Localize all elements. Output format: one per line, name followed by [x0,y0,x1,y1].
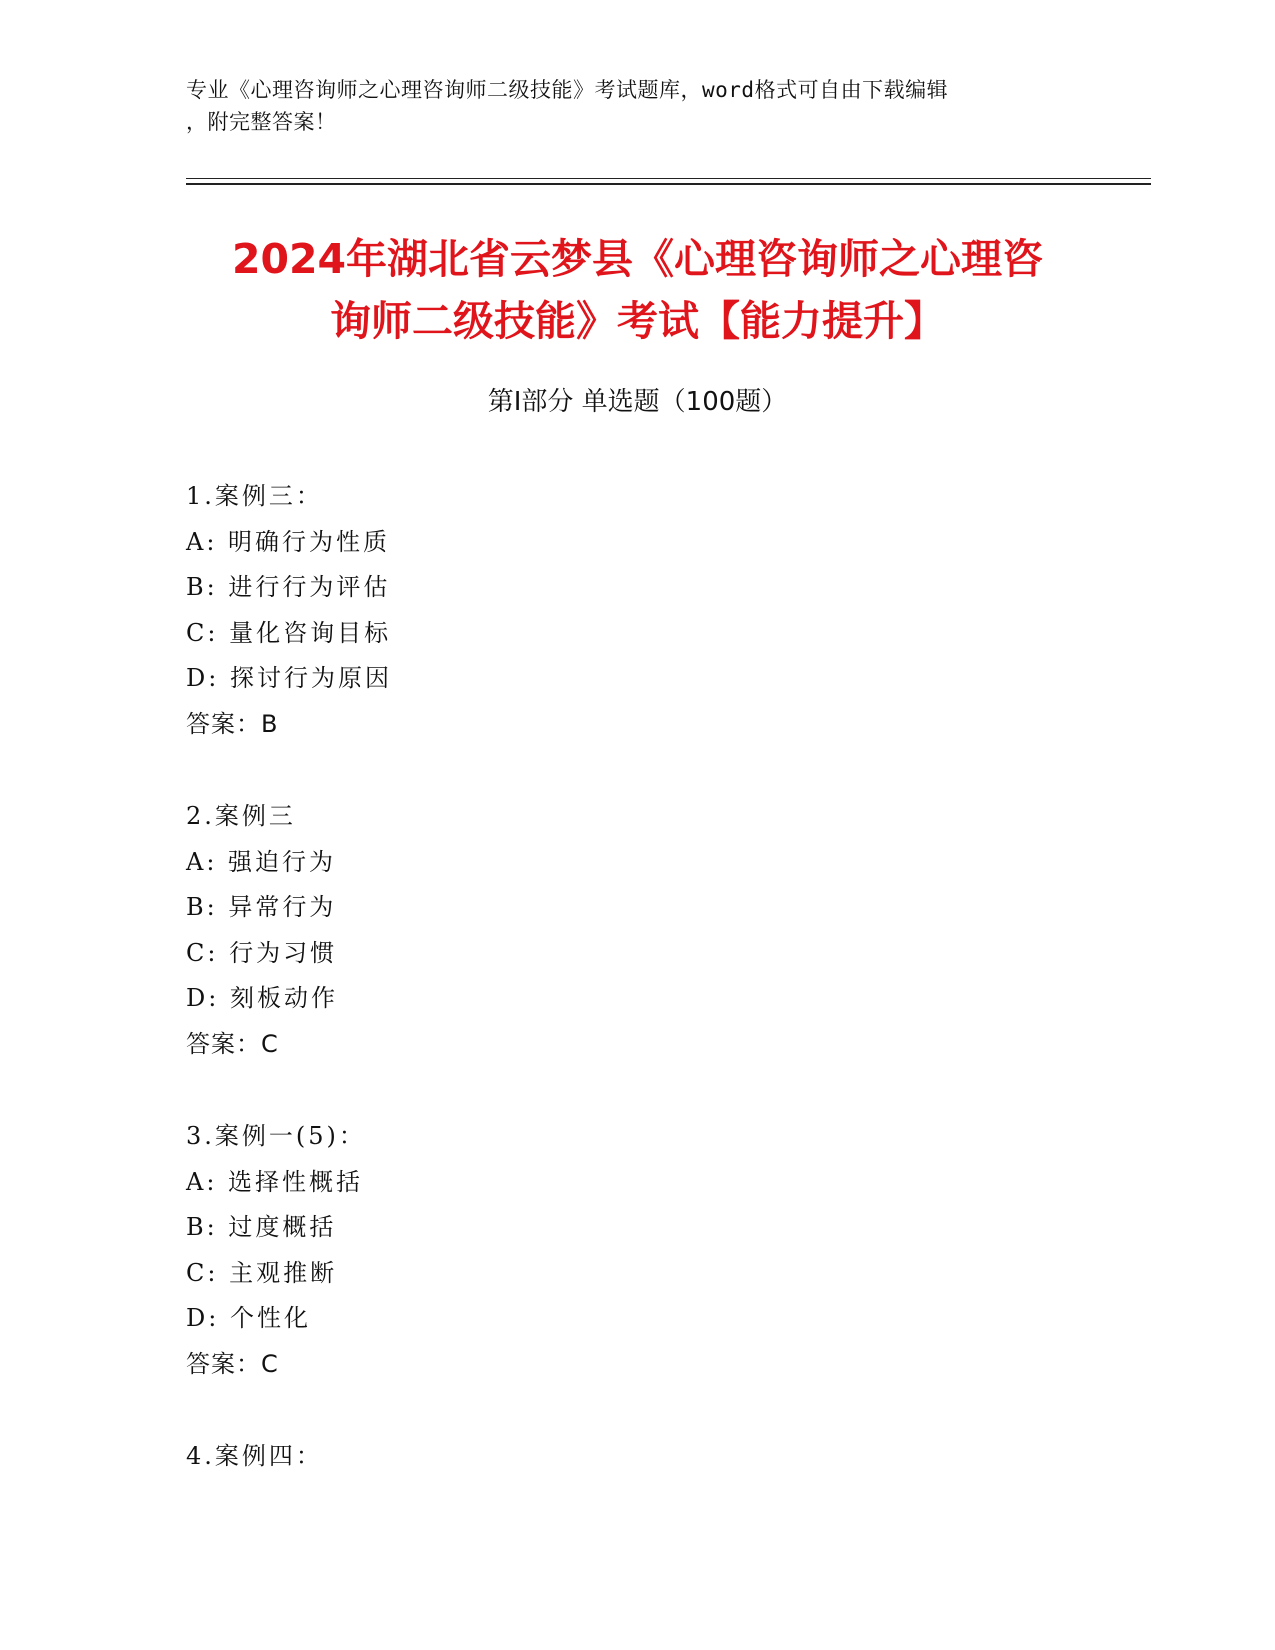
document-title-line-1: 2024年湖北省云梦县《心理咨询师之心理咨 [231,235,1044,283]
question-list [186,474,1086,1527]
header-note-line-2: ，附完整答案！ [186,110,337,134]
option-b: B: 进行行为评估 [186,573,391,601]
question-3 [186,1114,1086,1387]
answer: 答案：B [186,709,279,738]
answer: 答案：C [186,1349,279,1378]
question-1 [186,474,1086,747]
question-4 [186,1434,1086,1480]
answer: 答案：C [186,1029,279,1058]
question-stem: 4.案例四： [186,1442,323,1470]
option-b: B: 过度概括 [186,1213,337,1241]
option-c: C: 行为习惯 [186,938,338,967]
option-a: A: 明确行为性质 [186,527,391,556]
option-a: A: 选择性概括 [186,1167,364,1196]
question-stem: 3.案例一(5)： [186,1122,366,1150]
option-d: D: 刻板动作 [186,984,338,1012]
document-title [150,228,1125,352]
option-c: C: 量化咨询目标 [186,618,392,647]
document-title-line-2: 询师二级技能》考试【能力提升】 [330,297,945,345]
header-divider-thin [186,178,1151,179]
option-d: D: 个性化 [186,1304,311,1332]
option-a: A: 强迫行为 [186,847,337,876]
header-note [186,74,1086,138]
question-stem: 2.案例三 [186,802,296,830]
option-b: B: 异常行为 [186,893,337,921]
header-divider-thick [186,183,1151,185]
header-note-line-1: 专业《心理咨询师之心理咨询师二级技能》考试题库，word格式可自由下载编辑 [186,78,949,102]
question-2 [186,794,1086,1067]
question-stem: 1.案例三： [186,482,323,510]
option-c: C: 主观推断 [186,1258,338,1287]
option-d: D: 探讨行为原因 [186,664,392,692]
section-title: 第Ⅰ部分 单选题（100题） [487,387,788,417]
